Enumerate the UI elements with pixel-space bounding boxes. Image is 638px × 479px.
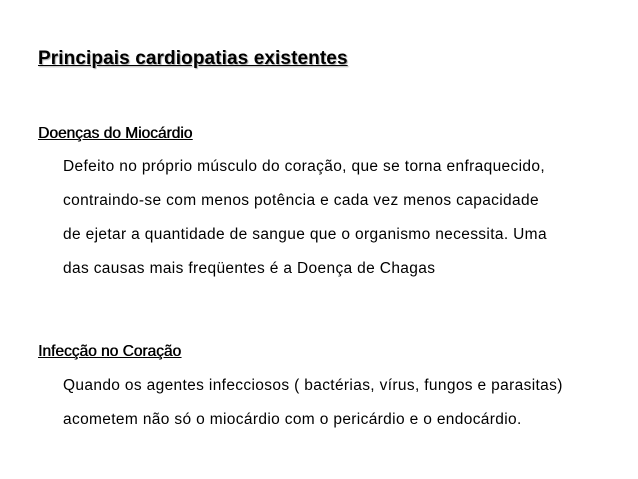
body-line: de ejetar a quantidade de sangue que o organismo necessita. Uma xyxy=(63,226,547,243)
body-line: contraindo-se com menos potência e cada vez menos capacidade xyxy=(63,192,539,209)
section-heading-infeccao-coracao: Infecção no Coração xyxy=(38,343,182,360)
section-heading-doencas-miocardio: Doenças do Miocárdio xyxy=(38,125,193,142)
body-line: das causas mais freqüentes é a Doença de Chagas xyxy=(63,260,436,277)
section-body-doencas-miocardio xyxy=(63,150,547,286)
body-line: acometem não só o miocárdio com o pericárdio e o endocárdio. xyxy=(63,411,522,428)
body-line: Defeito no próprio músculo do coração, que se torna enfraquecido, xyxy=(63,158,546,175)
section-body-infeccao-coracao xyxy=(63,369,563,437)
slide-title: Principais cardiopatias existentes xyxy=(38,48,348,69)
body-line: Quando os agentes infecciosos ( bactérias, vírus, fungos e parasitas) xyxy=(63,377,563,394)
